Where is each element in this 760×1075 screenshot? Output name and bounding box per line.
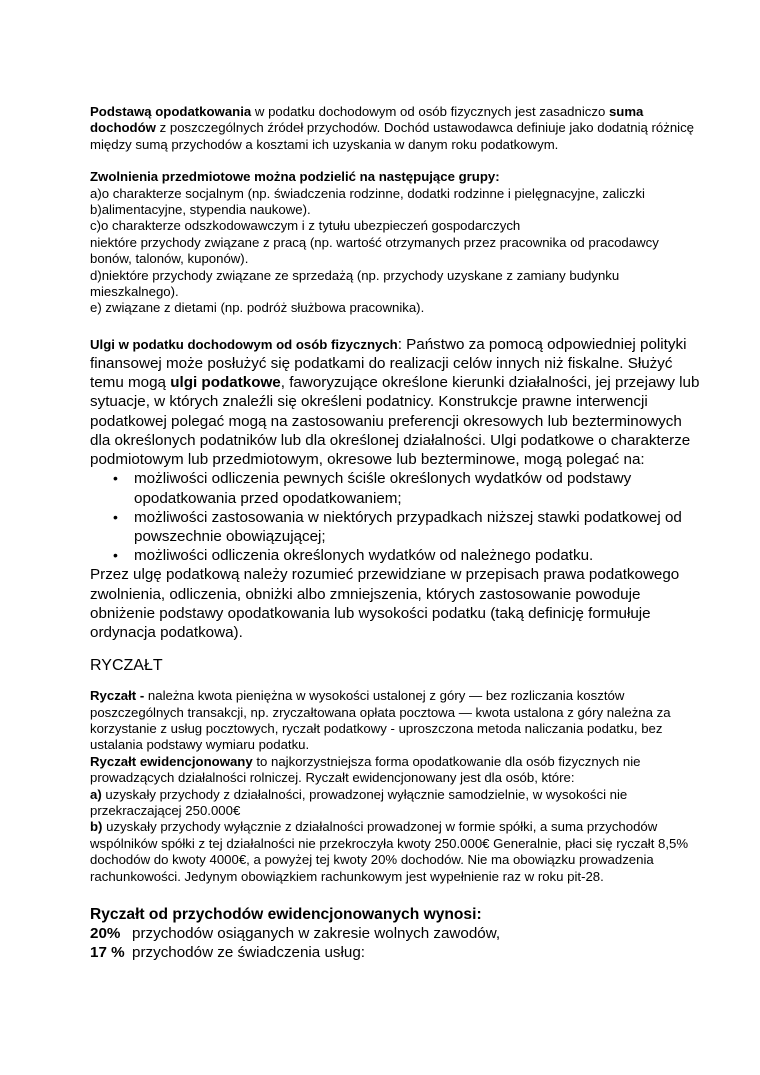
exemption-line: niektóre przychody związane z pracą (np. wartość otrzymanych przez pracownika od pracodawcy bonów, talonów, kuponów). xyxy=(90,234,659,267)
rates-heading: Ryczałt od przychodów ewidencjonowanych wynosi: xyxy=(90,906,482,923)
bold-term: Ryczałt ewidencjonowany xyxy=(90,753,253,769)
exemption-line: e) związane z dietami (np. podróż służbowa pracownika). xyxy=(90,300,425,316)
paragraph-tax-base: Podstawą opodatkowania w podatku dochodowym od osób fizycznych jest zasadniczo suma dochodów z poszczególnych źródeł przychodów. Dochód ustawodawca definiuje jako dodatnią różnicę między sumą przychodów a kosztami ich uzyskania w danym roku podatkowym. xyxy=(90,104,695,152)
list-item: • możliwości odliczenia pewnych ściśle określonych wydatków od podstawy opodatkowania przed opodatkowaniem; xyxy=(134,469,700,507)
paragraph-exemptions xyxy=(90,169,700,317)
rate-percent: 17 % xyxy=(90,944,125,961)
rate-text: przychodów osiąganych w zakresie wolnych zawodów, xyxy=(132,925,501,942)
reliefs-list xyxy=(90,469,700,565)
reliefs-intro: Ulgi w podatku dochodowym od osób fizycznych: Państwo za pomocą odpowiedniej polityki finansowej może posłużyć się podatkami do realizacji celów innych niż fiskalne. Służyć temu mogą ulgi podatkowe, faworyzujące określone kierunki działalności, jej przejawy lub sytuacje, w których znaleźli się określeni podatnicy. Konstrukcje prawne interwencji podatkowej polegać mogą na zastosowaniu preferencji okresowych lub bezterminowych dla określonych podatników lub dla określonej działalności. Ulgi podatkowe o charakterze podmiotowym lub przedmiotowym, okresowe lub bezterminowe, mogą polegać na: xyxy=(90,335,700,469)
condition-b: b) uzyskały przychody wyłącznie z działalności prowadzonej w formie spółki, a suma przychodów wspólników spółki z tej działalności nie przekroczyła kwoty 250.000€ Generalnie, płaci się ryczałt 8,5% dochodów do kwoty 4000€, a powyżej tej kwoty 20% dochodów. Nie ma obowiązku prowadzenia rachunkowości. Jedynym obowiązkiem rachunkowym jest wypełnienie raz w roku pit-28. xyxy=(90,819,689,884)
bold-term: ulgi podatkowe xyxy=(170,374,281,392)
exemption-line: c)o charakterze odszkodowawczym i z tytułu ubezpieczeń gospodarczych xyxy=(90,218,521,234)
bold-term: Podstawą opodatkowania xyxy=(90,104,252,119)
list-item: • możliwości odliczenia określonych wydatków od należnego podatku. xyxy=(134,546,700,565)
rate-percent: 20% xyxy=(90,925,121,942)
bold-term: suma dochodów xyxy=(90,104,644,136)
paragraph-rates xyxy=(90,905,700,962)
registered-lump-sum: Ryczałt ewidencjonowany to najkorzystniejsza forma opodatkowanie dla osób fizycznych nie prowadzących działalności rolniczej. Ryczałt ewidencjonowany jest dla osób, które: xyxy=(90,753,641,786)
bold-term: Ulgi w podatku dochodowym od osób fizycznych xyxy=(90,336,398,352)
exemptions-heading: Zwolnienia przedmiotowe można podzielić na następujące grupy: xyxy=(90,169,500,185)
paragraph-lump-sum xyxy=(90,688,700,885)
reliefs-definition: Przez ulgę podatkową należy rozumieć przewidziane w przepisach prawa podatkowego zwolnienia, odliczenia, obniżki albo zmniejszenia, których zastosowanie powoduje obniżenie podstawy opodatkowania lub wysokości podatku (taką definicję formułuje ordynacja podatkowa). xyxy=(90,566,680,641)
paragraph-tax-reliefs xyxy=(90,335,700,642)
bold-term: a) xyxy=(90,786,102,802)
section-title: RYCZAŁT xyxy=(90,657,163,675)
rate-text: przychodów ze świadczenia usług: xyxy=(132,944,365,961)
bold-term: b) xyxy=(90,819,103,835)
rate-row xyxy=(90,924,700,943)
condition-a: a) uzyskały przychody z działalności, prowadzonej wyłącznie samodzielnie, w wysokości nie przekraczającej 250.000€ xyxy=(90,786,628,818)
exemption-line: a)o charakterze socjalnym (np. świadczenia rodzinne, dodatki rodzinne i pielęgnacyjne, zaliczki b)alimentacyjne, stypendia naukowe). xyxy=(90,185,645,218)
rate-row xyxy=(90,943,700,962)
bold-term: Ryczałt - xyxy=(90,688,145,704)
lump-sum-definition: Ryczałt - należna kwota pieniężna w wysokości ustalonej z góry — bez rozliczania kosztów poszczególnych transakcji, np. zryczałtowana opłata pocztowa — kwota ustalona z góry należna za korzystanie z usług pocztowych, ryczałt podatkowy - uproszczona metoda naliczania podatku, bez ustalania podstawy wymiaru podatku. xyxy=(90,688,671,753)
list-item: • możliwości zastosowania w niektórych przypadkach niższej stawki podatkowej od powszechnie obowiązującej; xyxy=(134,508,700,546)
exemption-line: d)niektóre przychody związane ze sprzedażą (np. przychody uzyskane z zamiany budynku mieszkalnego). xyxy=(90,267,620,300)
